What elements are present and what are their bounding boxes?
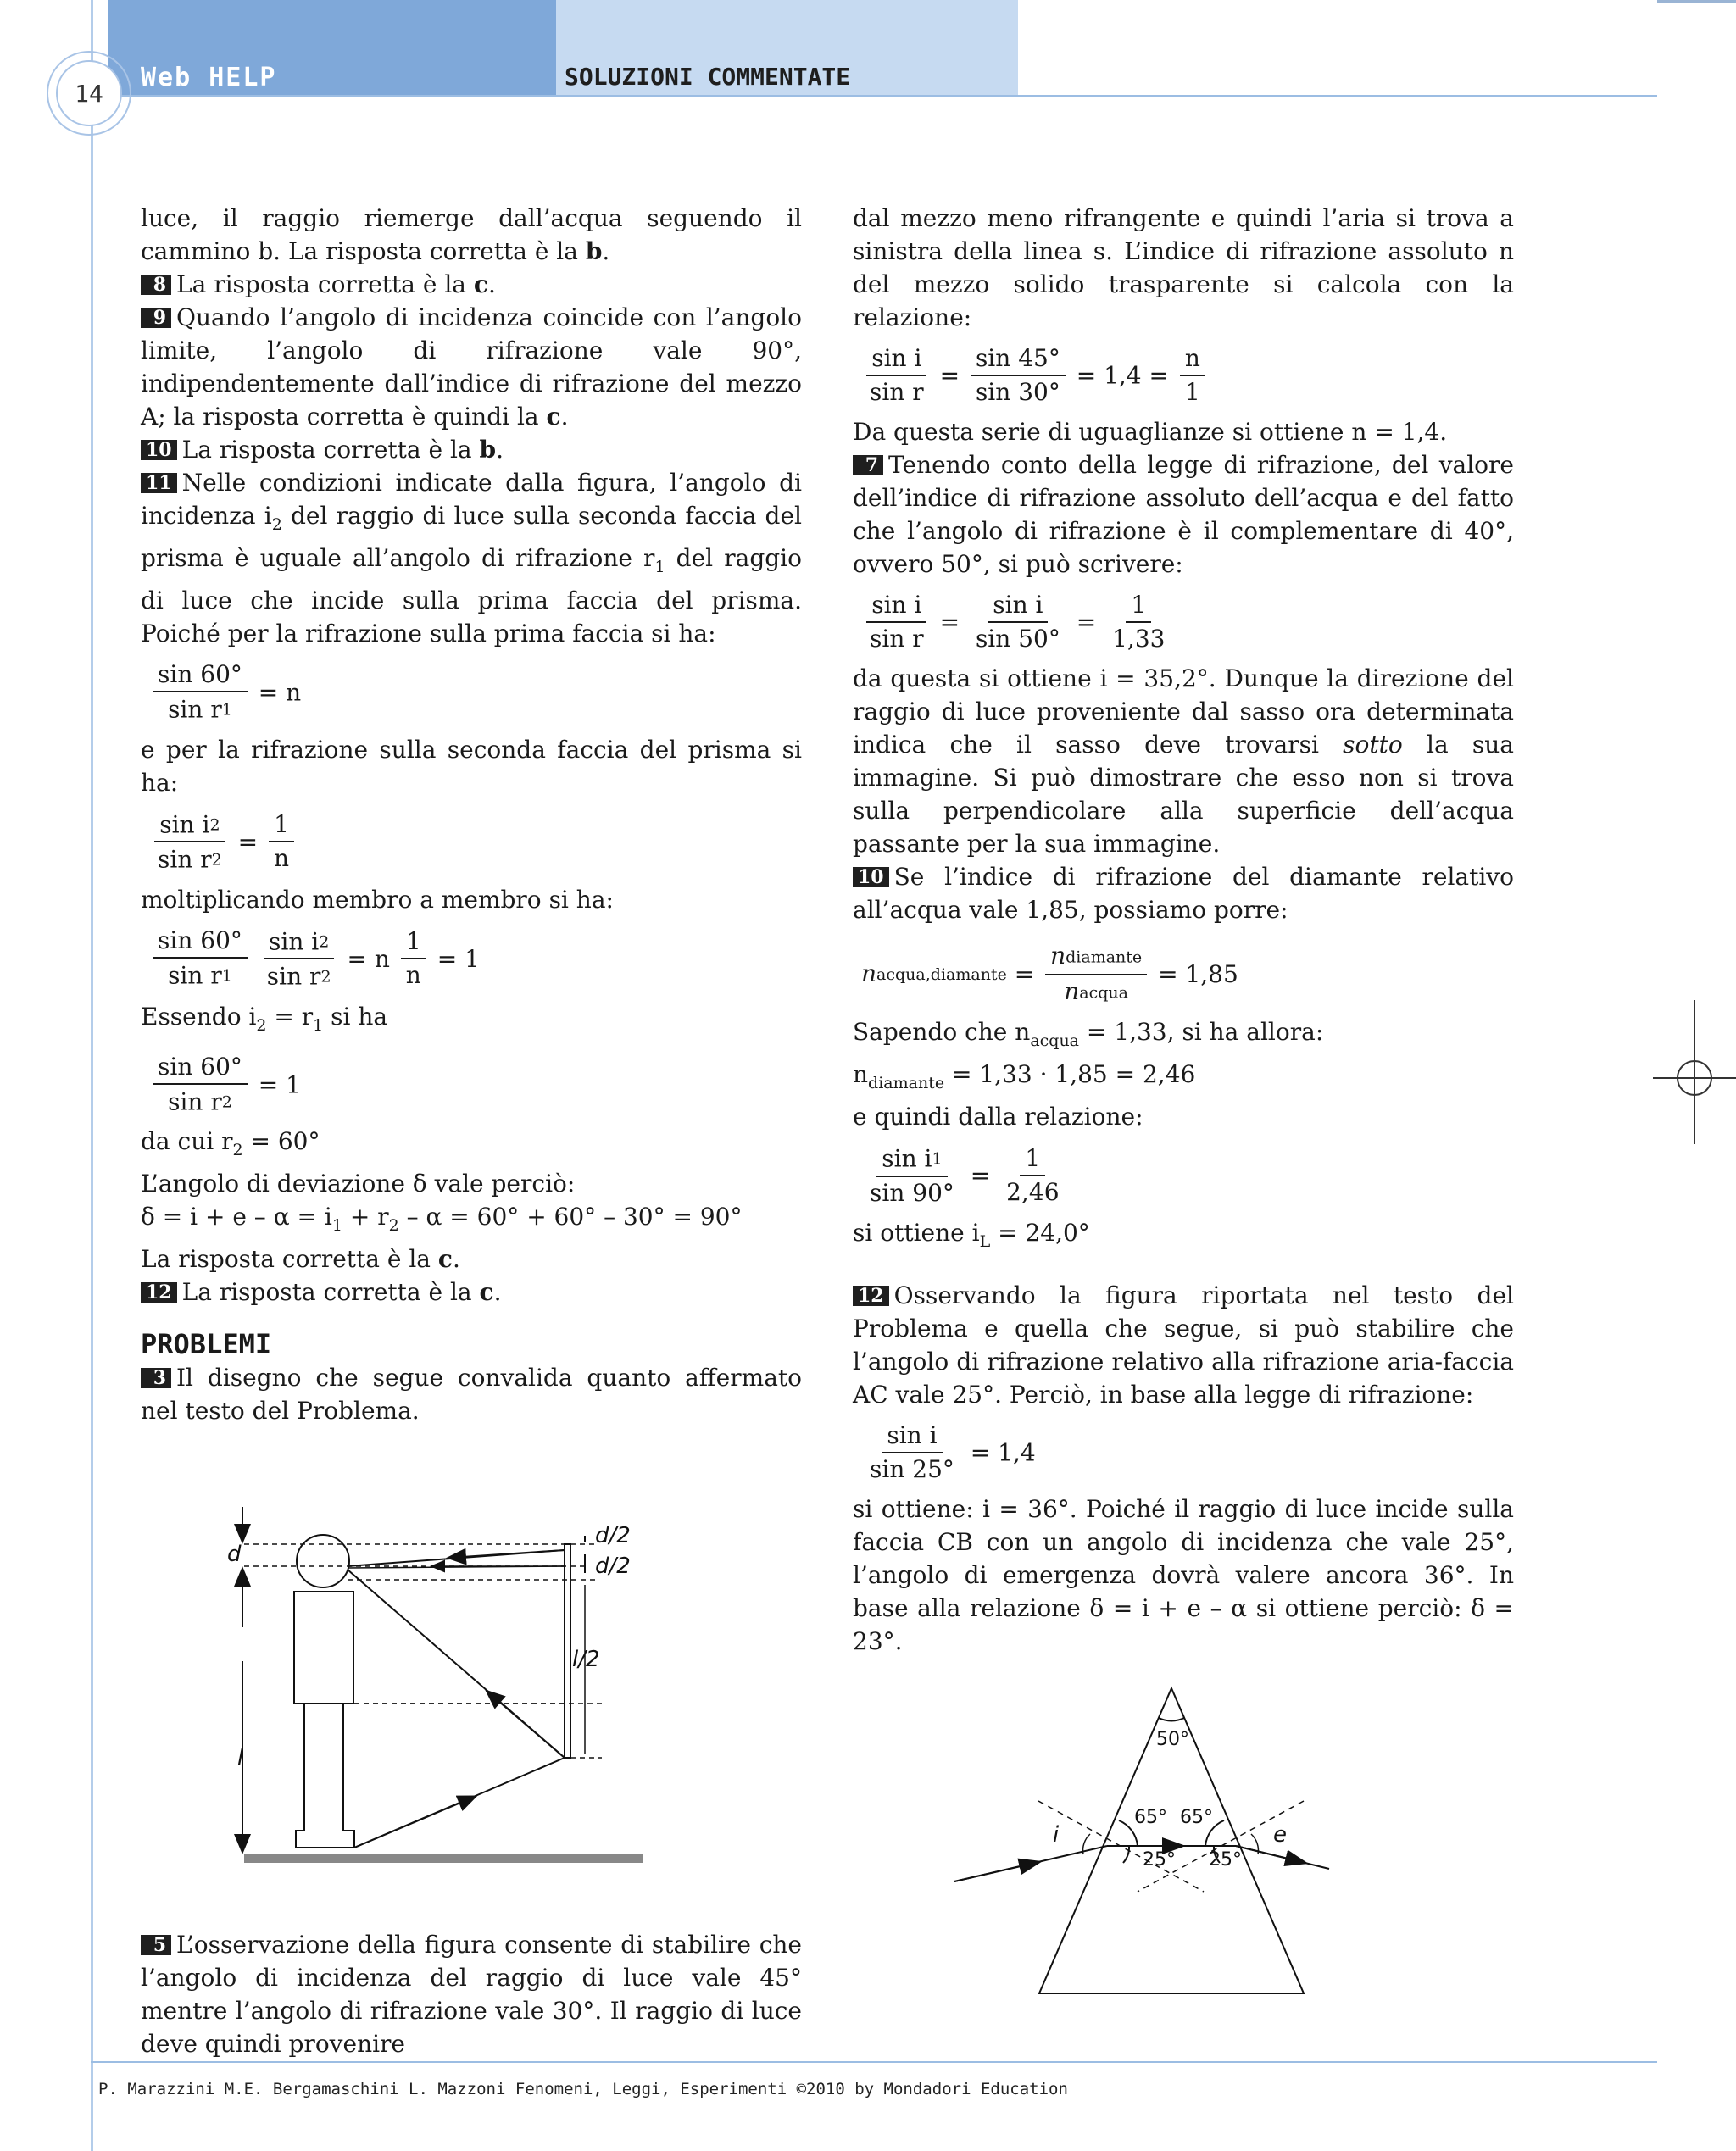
label-d2-top: d/2: [595, 1523, 631, 1548]
problem-10: 10 Se l’indice di rifrazione del diamante relativo all’acqua vale 1,85, possiamo porre:: [853, 863, 1514, 924]
equation: $\frac{\sin 60^\circ}{\text{sin r1}}$ = n: [149, 659, 802, 726]
footer-rule: [91, 2061, 1657, 2063]
problem-7: 7 Tenendo conto della legge di rifrazione, del valore dell’indice di rifrazione assoluto dell’acqua e del fatto che l’angolo di rifrazione è il complementare di 40°, ovvero 50°, si può scrivere:: [853, 451, 1514, 578]
paragraph: Essendo $i_2 = r_1$ si ha: [141, 1002, 388, 1035]
left-column-bottom: [141, 1928, 802, 2060]
label-e: e: [1273, 1822, 1287, 1848]
question-number: 7: [853, 455, 883, 475]
label-d: d: [227, 1542, 242, 1567]
legs: [296, 1704, 354, 1848]
question-number: 5: [141, 1935, 171, 1955]
equation: $\frac{\text{sin i}}{\sin 25^\circ}$ = 1,4: [870, 1420, 1036, 1483]
prism-diagram: [949, 1678, 1331, 2000]
left-column: [141, 202, 802, 1427]
problem-12: 12 Osservando la figura riportata nel testo del Problema e quella che segue, si può stabilire che l’angolo di rifrazione relativo alla rifrazione aria-faccia AC vale 25°. Perciò, in base alla legge di rifrazione:: [853, 1281, 1514, 1409]
header-rule: [91, 95, 1657, 97]
equation: $\frac{\text{sin i}}{\text{sin r}}$ = $\frac{\text{sin i}}{\sin 50^\circ}$ = $\frac{1}{1,33}$: [861, 589, 1514, 655]
paragraph: si ottiene $i_L = 24,0^\circ$: [853, 1218, 1090, 1251]
header-section-label: Web HELP: [141, 63, 277, 92]
label-65-left: 65°: [1134, 1807, 1167, 1828]
paragraph: si ottiene: i = 36°. Poiché il raggio di luce incide sulla faccia CB con un angolo di incidenza che vale 25°, l’angolo di emergenza dovrà valere ancora 36°. In base alla relazione δ = i + e – α si ottiene perciò: δ = 23°.: [853, 1494, 1514, 1655]
margin-rule: [91, 0, 93, 2151]
question-number: 8: [141, 275, 171, 295]
paragraph: e quindi dalla relazione:: [853, 1103, 1143, 1131]
answer-12: 12 La risposta corretta è la c.: [141, 1276, 802, 1309]
answer-10: 10 La risposta corretta è la b.: [141, 433, 802, 466]
crop-mark-top: [1657, 0, 1736, 3]
label-l2: l/2: [572, 1647, 600, 1672]
paragraph: da questa si ottiene i = 35,2°. Dunque la direzione del raggio di luce proveniente dal sasso ora determinata indica che il sasso deve trovarsi sotto la sua immagine. Si può dimostrare che esso non si trova sulla perpendicolare alla superficie dell’acqua passante per la sua immagine.: [853, 664, 1514, 858]
mirror-diagram: [220, 1492, 661, 1873]
header-chapter-title: SOLUZIONI COMMENTATE: [565, 63, 851, 91]
page-number: 14: [56, 60, 122, 126]
question-number: 9: [141, 308, 171, 328]
paragraph: luce, il raggio riemerge dall’acqua seguendo il cammino b. La risposta corretta è la b.: [141, 204, 802, 265]
paragraph: e per la rifrazione sulla seconda faccia del prisma si ha:: [141, 735, 802, 797]
equation: $\frac{\text{sin i}}{\text{sin r}}$ = $\frac{\sin 45^\circ}{\sin 30^\circ}$ = 1,4 = $\frac{n}{1}$: [861, 342, 1514, 409]
answer-8: 8 La risposta corretta è la c.: [141, 268, 802, 301]
paragraph: La risposta corretta è la c.: [141, 1245, 460, 1273]
label-65-right: 65°: [1180, 1807, 1213, 1828]
floor: [244, 1854, 643, 1863]
answer-9: 9 Quando l’angolo di incidenza coincide con l’angolo limite, l’angolo di rifrazione vale 90°, indipendentemente dall’indice di rifrazione del mezzo A; la risposta corretta è quindi la c.: [141, 303, 802, 431]
equation: $\frac{\sin 60^\circ}{\text{sin r1}}$ $\frac{\text{sin i2}}{\text{sin r2}}$ = n $\frac{1}{n}$ = 1: [149, 925, 802, 993]
mirror: [565, 1544, 570, 1758]
paragraph: Sapendo che $n_{acqua} = 1,33$, si ha allora:: [853, 1018, 1324, 1050]
paragraph: dal mezzo meno rifrangente e quindi l’aria si trova a sinistra della linea s. L’indice di rifrazione assoluto n del mezzo solido trasparente si calcola con la relazione:: [853, 204, 1514, 331]
equation: $\frac{\text{sin i1}}{\sin 90^\circ}$ = $\frac{1}{2,46}$: [861, 1142, 1514, 1209]
question-number: 11: [141, 473, 177, 493]
label-l: l: [237, 1745, 244, 1770]
answer-11: 11 Nelle condizioni indicate dalla figura, l’angolo di incidenza $i_2$ del raggio di luce sulla seconda faccia del prisma è uguale all’angolo di rifrazione $r_1$ del raggio di luce che incide sulla prima faccia del prisma. Poiché per la rifrazione sulla prima faccia si ha:: [141, 469, 803, 648]
equation: $\frac{\text{sin i2}}{\text{sin r2}}$ = $\frac{1}{n}$: [149, 808, 802, 876]
section-heading: PROBLEMI: [141, 1328, 272, 1360]
question-number: 3: [141, 1368, 171, 1388]
body: [294, 1592, 353, 1704]
question-number: 10: [853, 867, 889, 887]
paragraph: $n_{diamante} = 1,33 \cdot 1,85 = 2,46$: [853, 1060, 1196, 1092]
paragraph: $\delta = i + e - \alpha = i_1 + r_2 - \alpha = 60^\circ + 60^\circ - 30^\circ = 90^\circ$: [141, 1203, 743, 1235]
paragraph: L’angolo di deviazione δ vale perciò:: [141, 1170, 576, 1198]
equation: $\frac{\sin 60^\circ}{\text{sin r2}}$ = 1: [149, 1051, 802, 1119]
question-number: 12: [853, 1286, 889, 1306]
right-column: [853, 202, 1514, 1658]
label-25-right: 25°: [1209, 1849, 1242, 1870]
label-25-left: 25°: [1143, 1849, 1176, 1870]
label-apex: 50°: [1156, 1729, 1189, 1750]
paragraph: Da questa serie di uguaglianze si ottiene n = 1,4.: [853, 418, 1448, 446]
footer-credits: P. Marazzini M.E. Bergamaschini L. Mazzoni Fenomeni, Leggi, Esperimenti ©2010 by Mondadori Education: [98, 2080, 1068, 2098]
paragraph: da cui $r_2 = 60^\circ$: [141, 1127, 320, 1159]
paragraph: moltiplicando membro a membro si ha:: [141, 885, 614, 914]
registration-mark-icon: [1653, 1000, 1736, 1144]
equation: nacqua,diamante = $\frac{\text{ndiamante}}{\text{nacqua}}$ = 1,85: [861, 942, 1238, 1005]
problem-3: 3 Il disegno che segue convalida quanto affermato nel testo del Problema.: [141, 1364, 802, 1425]
problem-5: 5 L’osservazione della figura consente di stabilire che l’angolo di incidenza del raggio di luce vale 45° mentre l’angolo di rifrazione vale 30°. Il raggio di luce deve quindi provenire: [141, 1931, 802, 2058]
question-number: 10: [141, 440, 177, 460]
question-number: 12: [141, 1282, 177, 1303]
head: [297, 1535, 349, 1587]
label-d2-bottom: d/2: [595, 1554, 631, 1579]
label-i: i: [1053, 1822, 1060, 1848]
